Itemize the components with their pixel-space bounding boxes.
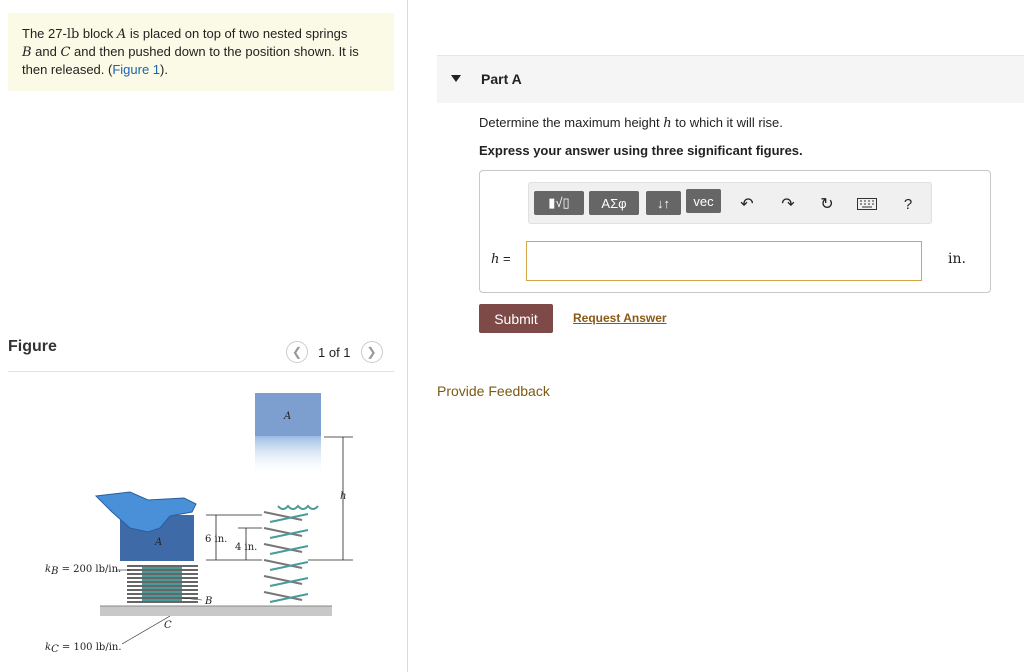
vec-button[interactable]: vec	[686, 189, 721, 213]
problem-text: and	[31, 44, 61, 59]
submit-button[interactable]: Submit	[479, 304, 553, 333]
keyboard-glyph	[857, 198, 877, 210]
figure-link[interactable]: Figure 1	[112, 62, 161, 77]
undo-icon[interactable]: ↶	[740, 196, 754, 213]
math-toolbar	[528, 182, 932, 224]
figure-pager	[286, 340, 383, 364]
ground-shadow	[100, 606, 332, 616]
b-label: B	[205, 596, 213, 607]
question-post: to which it will rise.	[671, 115, 783, 130]
chevron-left-icon[interactable]: ❮	[286, 341, 308, 363]
answer-var: h	[491, 252, 500, 267]
instruction-text: Express your answer using three significant figures.	[479, 143, 803, 158]
part-a-header[interactable]	[437, 55, 1024, 103]
block-a-fade	[255, 436, 321, 476]
problem-text: The 27-	[22, 26, 67, 41]
block-a-pushed-label: A	[155, 537, 163, 548]
h-label: h	[340, 491, 347, 502]
figure-title: Figure	[8, 338, 57, 355]
greek-button[interactable]: ΑΣφ	[589, 191, 639, 215]
relaxed-spring-inner	[270, 506, 318, 602]
chevron-right-icon[interactable]: ❯	[361, 341, 383, 363]
answer-eq: =	[499, 251, 511, 266]
reset-icon[interactable]: ↻	[820, 196, 834, 213]
problem-text: and then pushed down to the position shown. It is then released. (	[22, 44, 359, 77]
unit-lb: lb	[66, 27, 80, 42]
kc-label: kC = 100 lb/in.	[45, 642, 122, 655]
redo-icon[interactable]: ↷	[781, 196, 795, 213]
answer-label	[491, 251, 511, 267]
c-leader	[122, 616, 170, 644]
var-b: B	[22, 45, 32, 60]
four-in-label: 4 in.	[235, 542, 258, 553]
pager-text: 1 of 1	[318, 344, 351, 360]
block-a-raised-label: A	[284, 411, 292, 422]
problem-text: block	[79, 26, 117, 41]
question-pre: Determine the maximum height	[479, 115, 664, 130]
problem-text: is placed on top of two nested springs	[126, 26, 348, 41]
request-answer-link[interactable]: Request Answer	[573, 311, 667, 325]
figure-image	[30, 380, 380, 668]
var-c: C	[60, 45, 71, 60]
answer-input[interactable]	[526, 241, 922, 281]
c-label: C	[164, 620, 172, 631]
part-title: Part A	[481, 71, 522, 87]
compressed-spring-b	[142, 568, 182, 600]
six-in-label: 6 in.	[205, 534, 228, 545]
problem-text: ).	[160, 62, 168, 77]
question-var: h	[663, 116, 672, 131]
kb-label: kB = 200 lb/in.	[45, 564, 122, 577]
unit-label: in.	[948, 251, 966, 267]
relaxed-spring-outer	[264, 512, 302, 600]
provide-feedback-link[interactable]: Provide Feedback	[437, 383, 550, 399]
help-button[interactable]: ?	[903, 195, 913, 213]
figure-divider	[8, 371, 394, 372]
panel-divider	[407, 0, 408, 672]
caret-down-icon[interactable]	[451, 75, 461, 82]
var-a: A	[116, 27, 127, 42]
arrows-button[interactable]: ↓↑	[646, 191, 681, 215]
question-text	[479, 115, 783, 131]
problem-statement	[8, 13, 394, 91]
keyboard-icon[interactable]	[856, 193, 878, 215]
templates-button[interactable]: ▮√▯	[534, 191, 584, 215]
